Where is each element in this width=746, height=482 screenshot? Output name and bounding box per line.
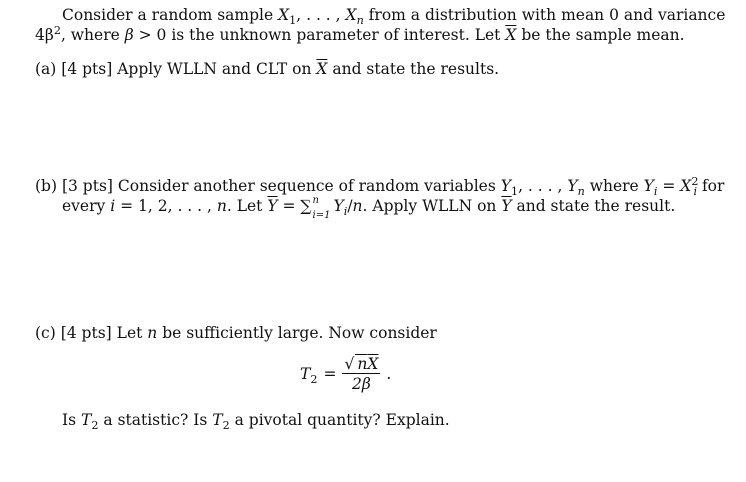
math-var: n (352, 197, 363, 215)
sum-limits (312, 195, 334, 221)
math-var: T (300, 364, 311, 383)
intro-text: Consider a random sample (62, 6, 279, 24)
part-a-label: (a) (35, 60, 57, 78)
part-b-points: [3 pts] (61, 177, 113, 195)
part-c-text: Is (62, 411, 82, 429)
math-sub: 2 (91, 418, 99, 432)
formula-fraction (342, 354, 380, 393)
math-sub: 1 (289, 13, 297, 27)
math-var: 2β (352, 375, 371, 393)
intro-text: 4β (35, 26, 54, 44)
math-var-bar: $\overline{X}$ (316, 60, 328, 78)
part-c-points: [4 pts] (60, 324, 112, 342)
part-a-text: and state the results. (327, 60, 500, 78)
intro-line-1 (62, 5, 725, 25)
math-op: / (347, 197, 353, 215)
part-b-text: Consider another sequence of random variables (112, 177, 501, 195)
math-sup: n (312, 195, 319, 206)
part-c-text: a statistic? Is (98, 411, 213, 429)
intro-text: from a distribution with mean 0 and variance (363, 6, 726, 24)
part-c-text: be sufficiently large. Now consider (157, 324, 437, 342)
math-op: = (277, 197, 301, 215)
fraction-numerator (342, 354, 380, 374)
part-b-text: where (584, 177, 644, 195)
sqrt-symbol: √ (344, 355, 355, 373)
math-var: Y (333, 197, 344, 215)
part-b-text: for (697, 177, 725, 195)
sum-symbol: ∑ (300, 197, 312, 215)
fraction-denominator (352, 374, 371, 393)
math-sub: 2 (222, 418, 230, 432)
part-b-label: (b) (35, 177, 58, 195)
math-var: T (81, 411, 92, 429)
part-c-text: Let (111, 324, 148, 342)
math-var: i (110, 197, 116, 215)
math-sup: 2 (691, 174, 699, 188)
part-a-text: Apply WLLN and CLT on (112, 60, 317, 78)
math-sub: n (577, 184, 585, 198)
part-b-text: = 1, 2, . . . , (115, 197, 217, 215)
part-b-text: . Let (226, 197, 268, 215)
math-sub: 1 (510, 184, 519, 198)
math-var: n (216, 197, 227, 215)
part-b-line-2 (62, 195, 676, 221)
math-sup: 2 (53, 23, 61, 37)
math-var: Y (567, 177, 578, 195)
part-c-label: (c) (35, 324, 56, 342)
part-b-line-1 (35, 176, 724, 196)
intro-text: be the sample mean. (516, 26, 685, 44)
part-c-question (62, 410, 450, 430)
math-var: β (124, 26, 134, 44)
math-sub: i=1 (312, 210, 331, 221)
intro-text: , where (60, 26, 125, 44)
math-var: X (680, 177, 692, 195)
math-op: = (657, 177, 681, 195)
intro-line-2 (35, 25, 685, 45)
math-sub: 2 (310, 372, 318, 386)
part-a (35, 59, 499, 79)
math-op: = (323, 364, 337, 383)
math-var-bar: $\overline{Y}$ (501, 197, 512, 215)
math-var: n (147, 324, 158, 342)
part-c (35, 323, 437, 343)
intro-text: , . . . , (296, 6, 346, 24)
math-var-bar: $\overline{Y}$ (267, 197, 278, 215)
math-var-bar: $\overline{X}$ (505, 26, 517, 44)
formula-t2 (300, 354, 391, 393)
math-var: Y (643, 177, 654, 195)
part-b-text: every (62, 197, 111, 215)
math-sub: i (693, 184, 698, 198)
math-var: T (212, 411, 223, 429)
math-var: X (345, 6, 357, 24)
math-var: Y (500, 177, 511, 195)
intro-text: > 0 is the unknown parameter of interest. Let (133, 26, 506, 44)
math-op: . (386, 364, 392, 383)
math-var-bar: $\overline{X}$ (367, 355, 379, 373)
part-b-text: , . . . , (518, 177, 568, 195)
math-sub: i (653, 184, 658, 198)
part-a-points: [4 pts] (61, 60, 113, 78)
math-var: X (278, 6, 290, 24)
formula-lhs (300, 364, 317, 384)
math-var: n (357, 355, 368, 373)
part-c-text: a pivotal quantity? Explain. (229, 411, 450, 429)
part-b-text: and state the result. (511, 197, 676, 215)
math-sub: n (356, 13, 364, 27)
math-sub: i (343, 204, 348, 218)
part-b-text: . Apply WLLN on (362, 197, 502, 215)
